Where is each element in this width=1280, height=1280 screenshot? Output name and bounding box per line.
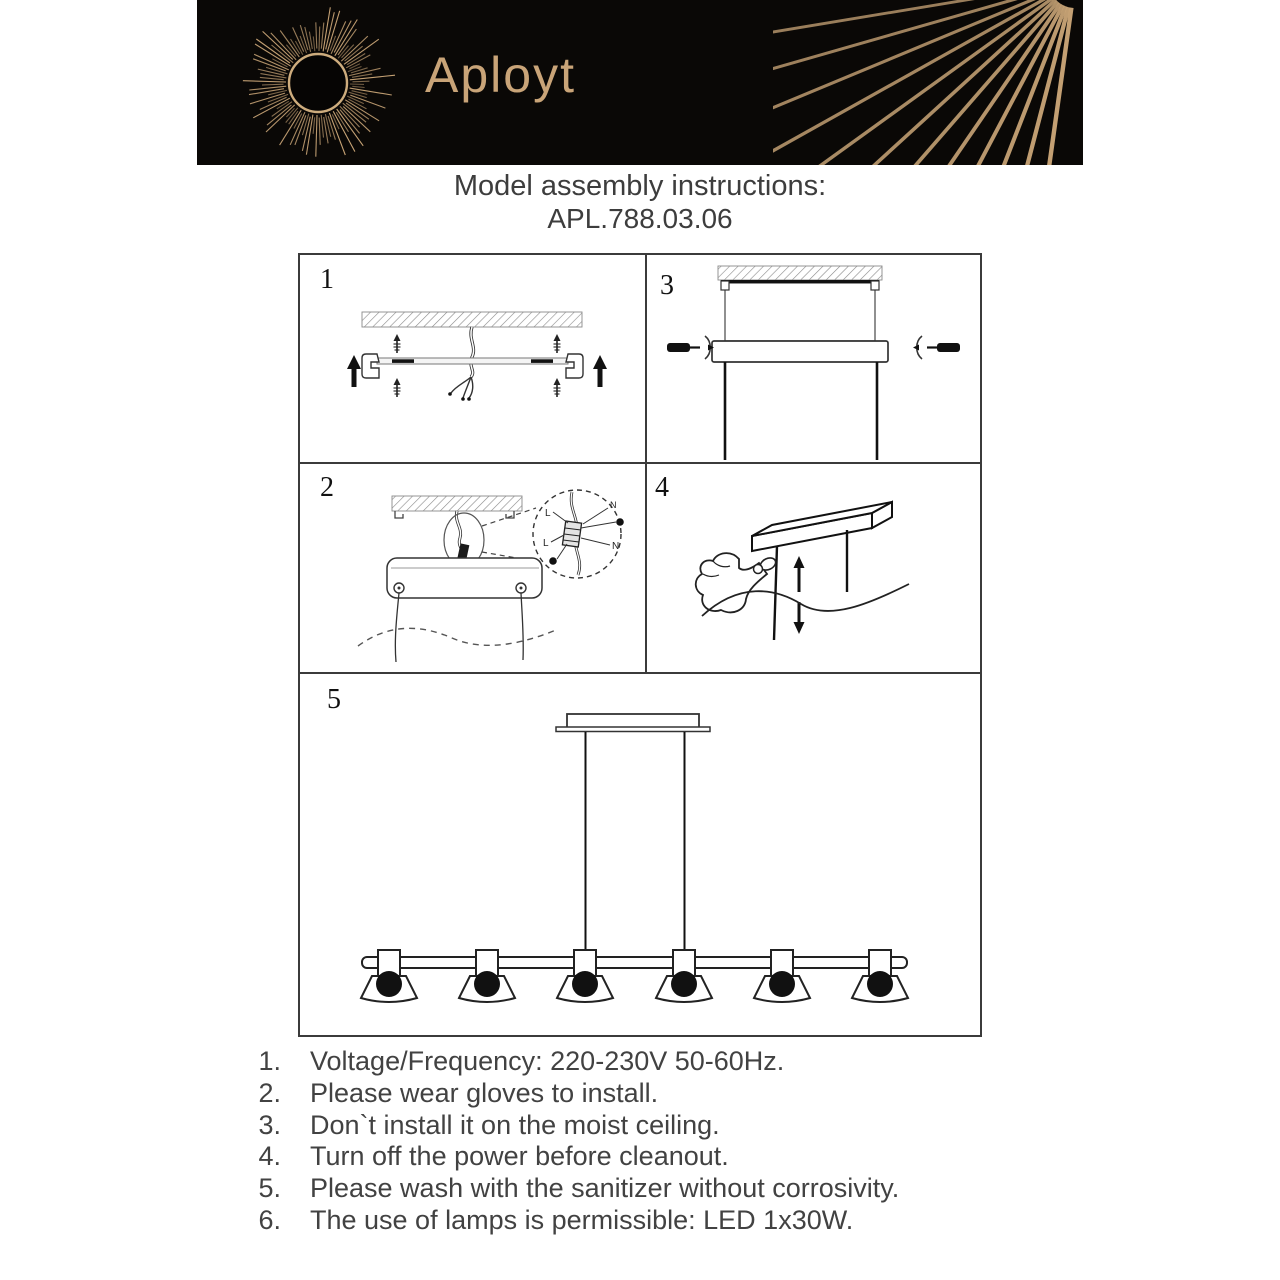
corner-rays-icon xyxy=(773,0,1083,165)
step2-diagram xyxy=(300,464,645,672)
panel-step-5 xyxy=(300,674,980,1035)
panel-step-2 xyxy=(300,464,647,672)
wire-dot xyxy=(616,518,624,526)
step4-diagram xyxy=(647,464,980,672)
wire-label-L1: L xyxy=(545,508,551,519)
instruction-text: Please wash with the sanitizer without corrosivity. xyxy=(310,1173,900,1204)
wiring-detail xyxy=(533,490,624,578)
panel-step-3 xyxy=(647,255,980,462)
step1-diagram xyxy=(300,255,645,462)
side-screw-left xyxy=(667,336,714,359)
instruction-item xyxy=(235,1173,1075,1205)
instruction-text: Voltage/Frequency: 220-230V 50-60Hz. xyxy=(310,1046,785,1076)
sunburst-logo-icon xyxy=(233,0,403,165)
instruction-number: 4. xyxy=(258,1141,281,1172)
wire-dot xyxy=(549,557,557,565)
instruction-item xyxy=(235,1205,1075,1237)
wire-label-N1: N xyxy=(610,500,617,510)
instructions-list xyxy=(235,1046,1075,1237)
instruction-text: Please wear gloves to install. xyxy=(310,1077,659,1108)
instruction-text: Don`t install it on the moist ceiling. xyxy=(310,1109,720,1140)
grid-row-2 xyxy=(300,464,980,674)
grid-row-1 xyxy=(300,255,980,464)
panel-number: 3 xyxy=(660,270,674,301)
panel-number: 1 xyxy=(320,264,334,295)
height-adjust-arrows xyxy=(794,556,805,634)
side-screw-right xyxy=(913,336,960,359)
page-title: Model assembly instructions: xyxy=(453,170,827,202)
panel-step-4 xyxy=(647,464,980,672)
panel-number: 5 xyxy=(327,684,341,715)
title-block xyxy=(0,170,1280,235)
sunburst-ring xyxy=(289,54,347,112)
instruction-item xyxy=(235,1078,1075,1110)
instruction-item xyxy=(235,1046,1075,1078)
brand-name: Aployt xyxy=(425,47,576,103)
panel-number: 2 xyxy=(320,472,334,503)
instruction-item xyxy=(235,1110,1075,1142)
step5-diagram xyxy=(300,674,980,1035)
panel-number: 4 xyxy=(655,472,669,503)
instruction-text: Turn off the power before cleanout. xyxy=(310,1141,729,1172)
panel-step-1 xyxy=(300,255,647,462)
instruction-number: 6. xyxy=(258,1204,281,1235)
instruction-number: 1. xyxy=(258,1046,281,1076)
lift-arrow-right xyxy=(593,355,607,387)
step3-diagram xyxy=(647,255,980,462)
assembly-steps-grid xyxy=(298,253,982,1037)
instruction-text: The use of lamps is permissible: LED 1x30W. xyxy=(310,1204,854,1235)
instruction-number: 2. xyxy=(258,1077,281,1108)
hand-sketch xyxy=(696,553,778,612)
brand-banner xyxy=(197,0,1083,165)
instruction-item xyxy=(235,1141,1075,1173)
instruction-number: 5. xyxy=(258,1173,281,1204)
lift-arrow-left xyxy=(347,355,361,387)
wire-label-L2: L xyxy=(543,538,549,549)
model-number: APL.788.03.06 xyxy=(547,203,733,234)
instruction-number: 3. xyxy=(258,1109,281,1140)
wire-label-N2: N xyxy=(612,541,620,552)
